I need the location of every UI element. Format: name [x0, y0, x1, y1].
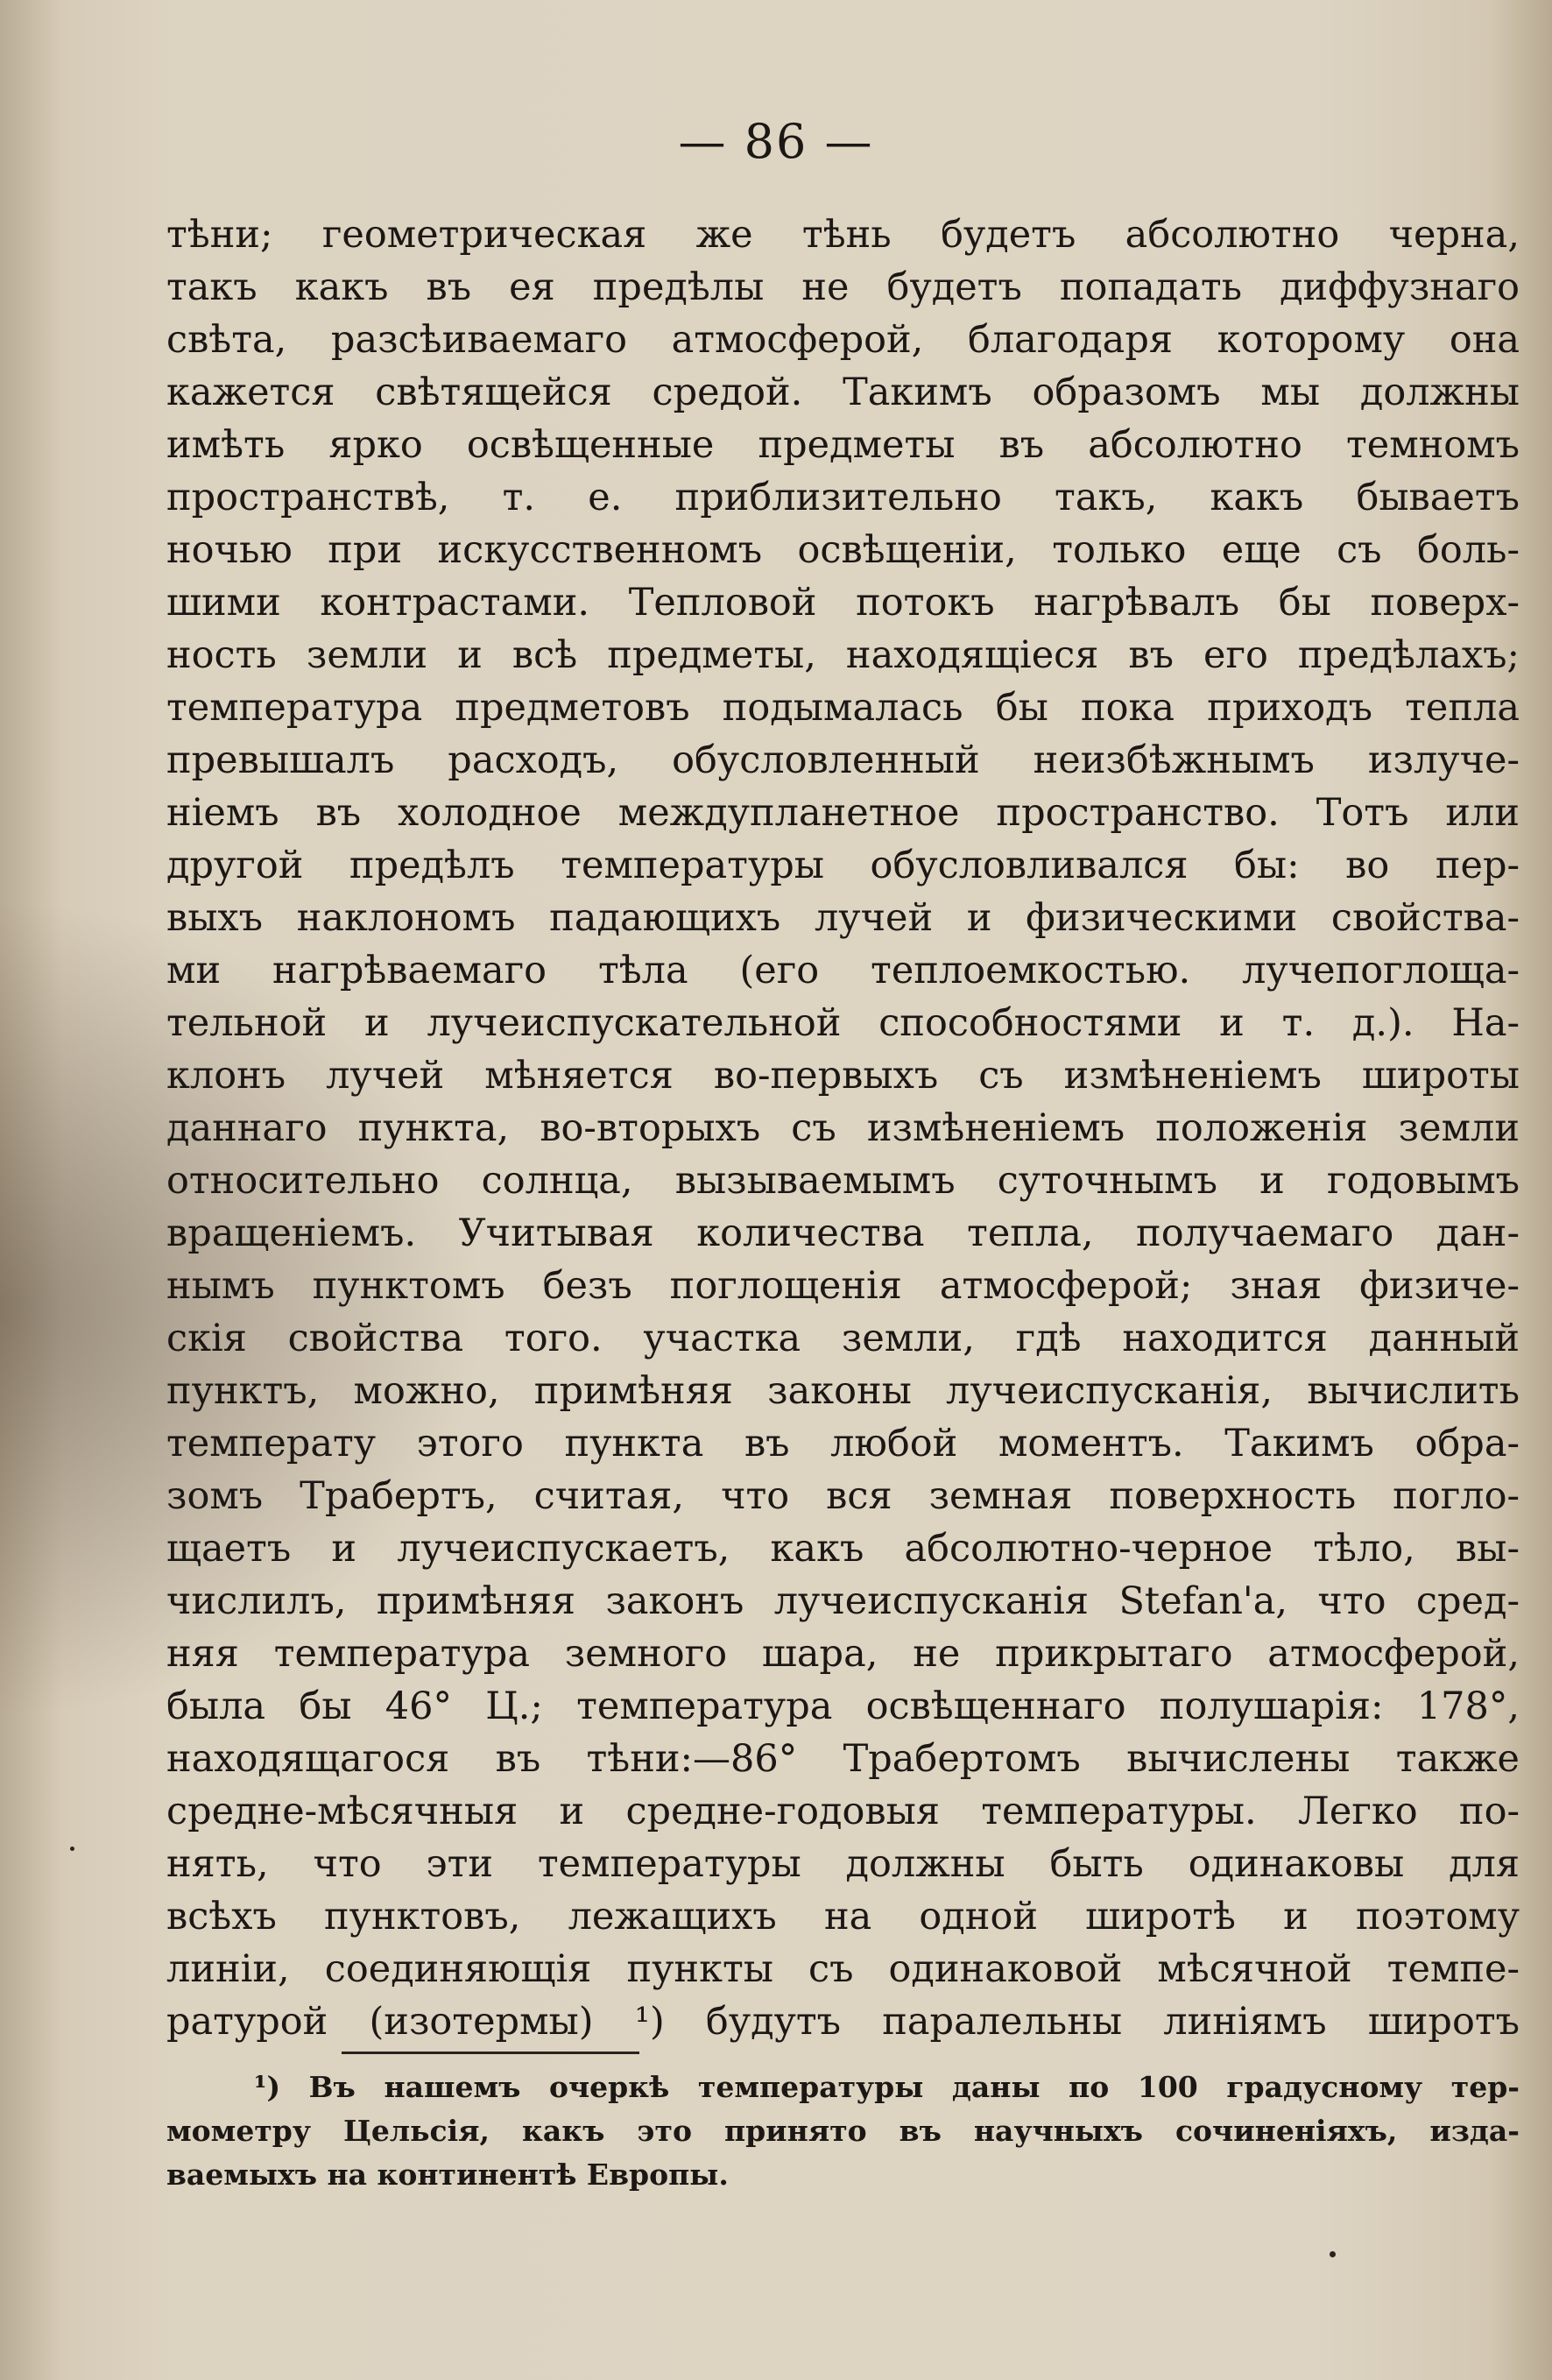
- text-line: скія свойства того. участка земли, гдѣ находится данный: [166, 1317, 1520, 1360]
- text-line: пунктъ, можно, примѣняя законы лучеиспусканія, вычислить: [166, 1369, 1520, 1413]
- text-line: находящагося въ тѣни:—86° Трабертомъ вычислены также: [166, 1737, 1520, 1781]
- text-line: щаетъ и лучеиспускаетъ, какъ абсолютно-черное тѣло, вы-: [166, 1527, 1520, 1571]
- text-line: всѣхъ пунктовъ, лежащихъ на одной широтѣ и поэтому: [166, 1895, 1520, 1939]
- text-line: относительно солнца, вызываемымъ суточнымъ и годовымъ: [166, 1159, 1520, 1203]
- text-line: нять, что эти температуры должны быть одинаковы для: [166, 1842, 1520, 1886]
- text-line: тельной и лучеиспускательной способностями и т. д.). На-: [166, 1001, 1520, 1045]
- text-line: другой предѣлъ температуры обусловливался бы: во пер-: [166, 844, 1520, 887]
- text-line: кажется свѣтящейся средой. Такимъ образомъ мы должны: [166, 371, 1520, 414]
- body-text: [166, 208, 1520, 2048]
- text-line: имѣть ярко освѣщенные предметы въ абсолютно темномъ: [166, 423, 1520, 467]
- text-line: температура предметовъ подымалась бы пока приходъ тепла: [166, 686, 1520, 730]
- text-line: превышалъ расходъ, обусловленный неизбѣжнымъ излуче-: [166, 738, 1520, 782]
- footnote: [166, 2066, 1520, 2197]
- text-line: вращеніемъ. Учитывая количества тепла, получаемаго дан-: [166, 1211, 1520, 1255]
- footnote-line: ¹) Въ нашемъ очеркѣ температуры даны по 100 градусному тер-: [254, 2070, 1520, 2104]
- text-line: свѣта, разсѣиваемаго атмосферой, благодаря которому она: [166, 318, 1520, 362]
- text-line: даннаго пункта, во-вторыхъ съ измѣненіемъ положенія земли: [166, 1106, 1520, 1150]
- footnote-divider: [342, 2052, 639, 2054]
- text-line: шими контрастами. Тепловой потокъ нагрѣвалъ бы поверх-: [166, 581, 1520, 625]
- text-line: зомъ Трабертъ, считая, что вся земная поверхность погло-: [166, 1474, 1520, 1518]
- page-number: — 86 —: [678, 114, 874, 169]
- text-line: нымъ пунктомъ безъ поглощенія атмосферой; зная физиче-: [166, 1264, 1520, 1308]
- text-line: ратурой (изотермы) ¹) будутъ паралельны линіямъ широтъ: [166, 2000, 1520, 2044]
- ink-speck: [1330, 2251, 1336, 2257]
- text-line: пространствѣ, т. е. приблизительно такъ, какъ бываетъ: [166, 476, 1520, 519]
- text-line: такъ какъ въ ея предѣлы не будетъ попадать диффузнаго: [166, 265, 1520, 309]
- text-line: средне-мѣсячныя и средне-годовыя температуры. Легко по-: [166, 1790, 1520, 1833]
- text-line: ніемъ въ холодное междупланетное пространство. Тотъ или: [166, 791, 1520, 835]
- text-line: няя температура земного шара, не прикрытаго атмосферой,: [166, 1632, 1520, 1676]
- text-line: ночью при искусственномъ освѣщеніи, только еще съ боль-: [166, 528, 1520, 572]
- text-line: ми нагрѣваемаго тѣла (его теплоемкостью. лучепоглоща-: [166, 949, 1520, 992]
- text-line: клонъ лучей мѣняется во-первыхъ съ измѣненіемъ широты: [166, 1054, 1520, 1098]
- text-line: была бы 46° Ц.; температура освѣщеннаго полушарія: 178°,: [166, 1684, 1520, 1728]
- footnote-line: мометру Цельсія, какъ это принято въ научныхъ сочиненіяхъ, изда-: [166, 2114, 1520, 2148]
- text-line: выхъ наклономъ падающихъ лучей и физическими свойства-: [166, 896, 1520, 940]
- text-line: температу этого пункта въ любой моментъ. Такимъ обра-: [166, 1422, 1520, 1465]
- footnote-line: ваемыхъ на континентѣ Европы.: [166, 2158, 729, 2192]
- text-line: ность земли и всѣ предметы, находящіеся въ его предѣлахъ;: [166, 633, 1520, 677]
- ink-speck: [70, 1847, 74, 1851]
- text-line: тѣни; геометрическая же тѣнь будетъ абсолютно черна,: [166, 213, 1520, 257]
- text-line: числилъ, примѣняя законъ лучеиспусканія Stefan'a, что сред-: [166, 1579, 1520, 1623]
- text-line: линіи, соединяющія пункты съ одинаковой мѣсячной темпе-: [166, 1947, 1520, 1991]
